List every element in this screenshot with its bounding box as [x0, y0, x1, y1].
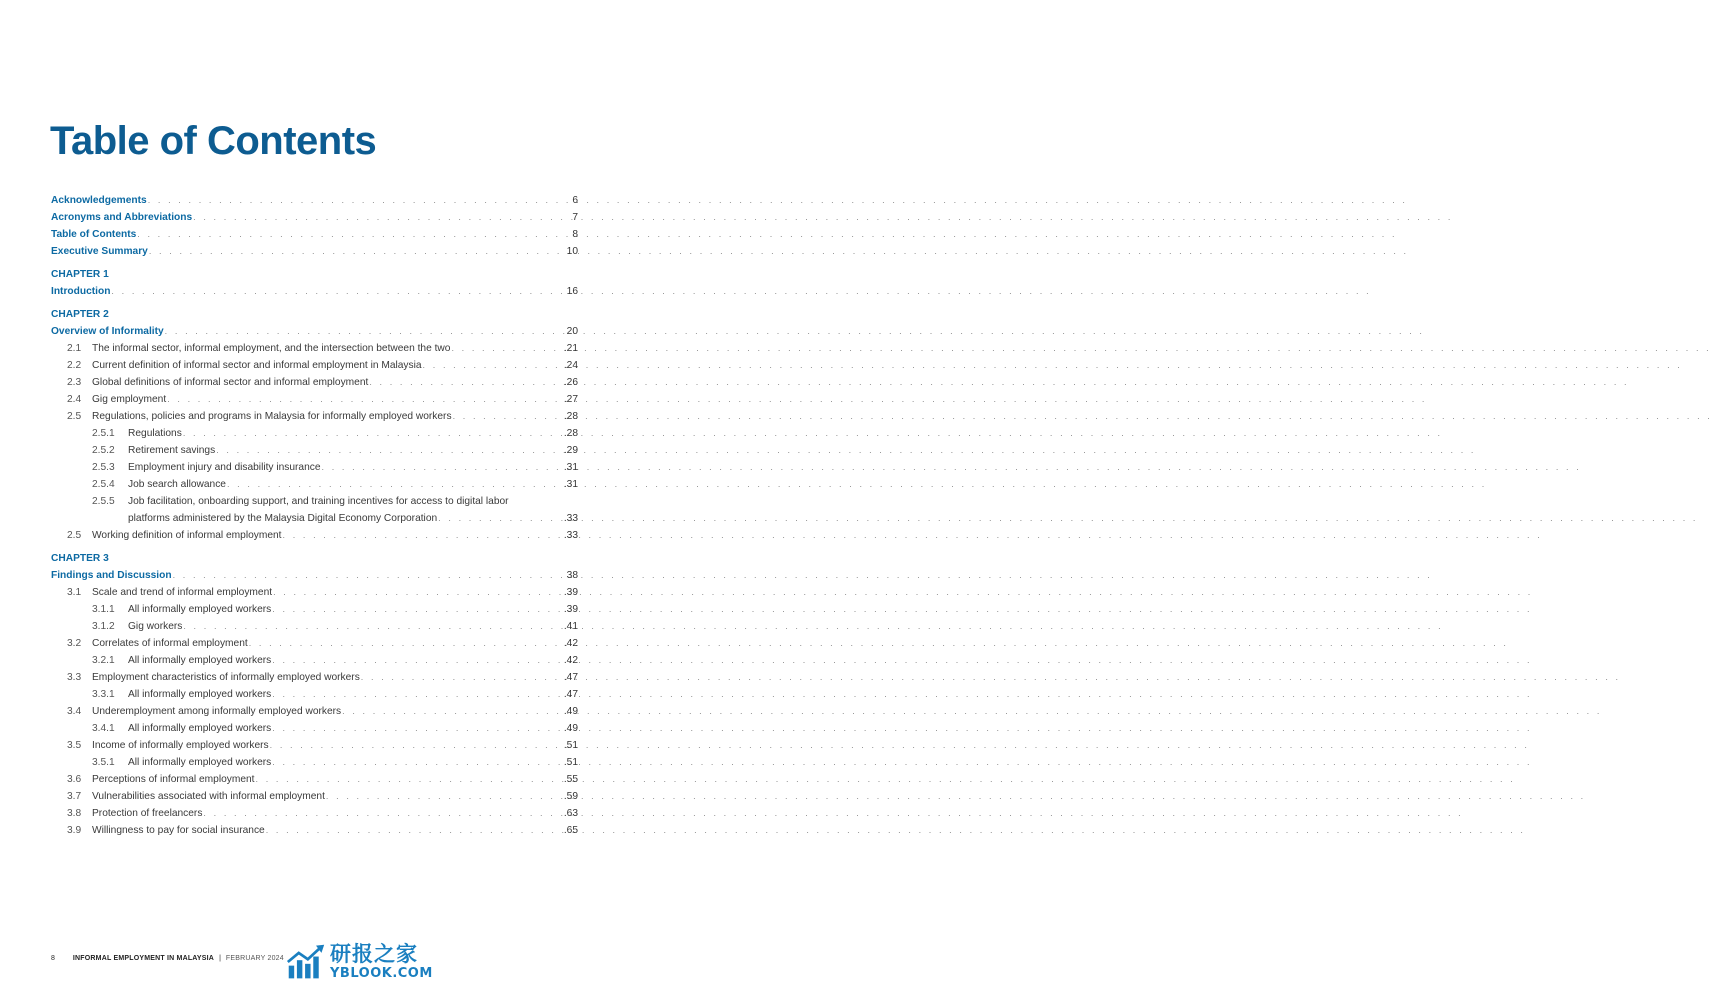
toc-entry-label-continued: platforms administered by the Malaysia Digital Economy Corporation	[128, 513, 438, 524]
toc-entry-table-of-contents[interactable]	[51, 226, 578, 243]
section-number: 3.6	[67, 774, 82, 785]
chapter-heading: CHAPTER 1	[51, 269, 109, 280]
footer-publication-title: INFORMAL EMPLOYMENT IN MALAYSIA	[72, 955, 215, 962]
toc-entry-executive-summary[interactable]	[51, 243, 578, 260]
toc-entry-label: All informally employed workers	[128, 655, 272, 666]
toc-entry-subsection[interactable]	[51, 425, 578, 442]
toc-entry-label: All informally employed workers	[128, 604, 272, 615]
toc-page-number: .47	[563, 672, 578, 683]
section-number: 2.5.1	[92, 428, 115, 439]
toc-entry-chapter-3[interactable]	[51, 567, 578, 584]
toc-page-number: .27	[563, 394, 578, 405]
toc-entry-label: Acknowledgements	[51, 195, 147, 206]
toc-entry-label: Overview of Informality	[51, 326, 164, 337]
dot-leader	[283, 527, 563, 544]
dot-leader	[423, 357, 563, 374]
toc-entry-subsection[interactable]	[51, 618, 578, 635]
toc-entry-label: Job search allowance	[128, 479, 226, 490]
toc-entry-chapter-1[interactable]	[51, 283, 578, 300]
toc-entry-label: Scale and trend of informal employment	[92, 587, 273, 598]
toc-page-number: 6	[572, 195, 578, 206]
toc-page-number: .51	[563, 757, 578, 768]
dot-leader	[137, 226, 571, 243]
dot-leader	[266, 822, 563, 839]
section-number: 2.5	[67, 411, 82, 422]
toc-page-number: .28	[563, 411, 578, 422]
toc-entry-label: Vulnerabilities associated with informal employment	[92, 791, 325, 802]
toc-entry-label: All informally employed workers	[128, 689, 272, 700]
toc-entry-section[interactable]	[51, 408, 578, 425]
dot-leader	[342, 703, 563, 720]
toc-entry-label: Perceptions of informal employment	[92, 774, 255, 785]
toc-entry-label: All informally employed workers	[128, 757, 272, 768]
dot-leader	[272, 601, 563, 618]
toc-page-number: 10	[566, 246, 578, 257]
toc-entry-label: Job facilitation, onboarding support, and training incentives for access to digital labor	[128, 496, 509, 507]
section-number: 3.5.1	[92, 757, 115, 768]
toc-entry-label: Working definition of informal employment	[92, 530, 282, 541]
dot-leader	[369, 374, 563, 391]
toc-entry-section[interactable]	[51, 527, 578, 544]
section-number: 3.2.1	[92, 655, 115, 666]
chapter-heading: CHAPTER 2	[51, 309, 109, 320]
toc-entry-label: Employment injury and disability insurance	[128, 462, 321, 473]
toc-entry-label: Protection of freelancers	[92, 808, 203, 819]
toc-entry-subsection[interactable]	[51, 686, 578, 703]
toc-page-number: 7	[572, 212, 578, 223]
toc-entry-section[interactable]	[51, 703, 578, 720]
section-number: 3.1.1	[92, 604, 115, 615]
toc-entry-section[interactable]	[51, 584, 578, 601]
toc-entry-section[interactable]	[51, 635, 578, 652]
section-number: 3.2	[67, 638, 82, 649]
section-number: 2.5.2	[92, 445, 115, 456]
toc-entry-label: Correlates of informal employment	[92, 638, 248, 649]
chapter-heading: CHAPTER 3	[51, 553, 109, 564]
toc-page-number: 8	[572, 229, 578, 240]
section-number: 2.5.3	[92, 462, 115, 473]
toc-entry-section[interactable]	[51, 340, 578, 357]
table-of-contents	[51, 192, 578, 839]
footer-page-number: 8	[51, 955, 55, 962]
toc-entry-label: Regulations, policies and programs in Malaysia for informally employed workers	[92, 411, 452, 422]
section-number: 3.7	[67, 791, 82, 802]
toc-entry-subsection[interactable]	[51, 720, 578, 737]
dot-leader	[148, 192, 572, 209]
section-number: 3.8	[67, 808, 82, 819]
section-number: 3.1	[67, 587, 82, 598]
toc-entry-section[interactable]	[51, 788, 578, 805]
dot-leader	[272, 652, 563, 669]
toc-entry-section[interactable]	[51, 669, 578, 686]
footer-separator: |	[219, 955, 221, 962]
toc-page-number: .42	[563, 655, 578, 666]
section-number: 2.5.5	[92, 496, 115, 507]
toc-page-number: 16	[566, 286, 578, 297]
section-number: 2.2	[67, 360, 82, 371]
watermark-text-en: YBLOOK.COM	[330, 966, 433, 981]
dot-leader	[111, 283, 565, 300]
toc-page-number: .31	[563, 462, 578, 473]
dot-leader	[256, 771, 563, 788]
toc-entry-subsection[interactable]	[51, 754, 578, 771]
toc-entry-subsection[interactable]	[51, 476, 578, 493]
dot-leader	[326, 788, 563, 805]
toc-page-number: .28	[563, 428, 578, 439]
toc-entry-line-1	[51, 493, 578, 510]
toc-page-number: .65	[563, 825, 578, 836]
toc-page-number: 38	[566, 570, 578, 581]
dot-leader	[165, 323, 566, 340]
dot-leader	[227, 476, 563, 493]
toc-entry-section[interactable]	[51, 822, 578, 839]
toc-page-number: .55	[563, 774, 578, 785]
toc-entry-label: Acronyms and Abbreviations	[51, 212, 193, 223]
toc-entry-label: Willingness to pay for social insurance	[92, 825, 265, 836]
page-footer	[51, 952, 284, 966]
toc-entry-acronyms[interactable]	[51, 209, 578, 226]
dot-leader	[361, 669, 563, 686]
dot-leader	[438, 510, 563, 527]
toc-entry-label: Gig workers	[128, 621, 183, 632]
toc-entry-label: Employment characteristics of informally employed workers	[92, 672, 360, 683]
dot-leader	[453, 408, 563, 425]
dot-leader	[270, 737, 563, 754]
toc-page-number: .49	[563, 706, 578, 717]
toc-entry-subsection[interactable]	[51, 601, 578, 618]
toc-entry-section[interactable]	[51, 771, 578, 788]
toc-page-number: .63	[563, 808, 578, 819]
footer-date: FEBRUARY 2024	[225, 955, 284, 962]
toc-entry-label: Regulations	[128, 428, 182, 439]
section-number: 3.4	[67, 706, 82, 717]
section-number: 2.3	[67, 377, 82, 388]
toc-entry-section[interactable]	[51, 737, 578, 754]
watermark-text-block	[330, 942, 433, 982]
dot-leader	[249, 635, 563, 652]
section-number: 3.4.1	[92, 723, 115, 734]
toc-entry-subsection[interactable]	[51, 652, 578, 669]
toc-page-number: .21	[563, 343, 578, 354]
toc-page-number: .29	[563, 445, 578, 456]
watermark-logo	[286, 940, 433, 984]
toc-entry-chapter-2[interactable]	[51, 323, 578, 340]
toc-page-number: .31	[563, 479, 578, 490]
document-page	[0, 0, 702, 991]
dot-leader	[183, 425, 563, 442]
toc-entry-section[interactable]	[51, 374, 578, 391]
dot-leader	[167, 391, 563, 408]
toc-page-number: .42	[563, 638, 578, 649]
toc-page-number: .49	[563, 723, 578, 734]
dot-leader	[272, 686, 563, 703]
toc-page-number: .39	[563, 604, 578, 615]
toc-page-number: .33	[563, 530, 578, 541]
toc-entry-label: Executive Summary	[51, 246, 148, 257]
toc-entry-acknowledgements[interactable]	[51, 192, 578, 209]
toc-entry-label: Introduction	[51, 286, 111, 297]
section-number: 3.1.2	[92, 621, 115, 632]
toc-page-number: .51	[563, 740, 578, 751]
dot-leader	[322, 459, 563, 476]
watermark-text-cn: 研报之家	[330, 942, 418, 966]
section-number: 2.4	[67, 394, 82, 405]
toc-entry-label: Table of Contents	[51, 229, 137, 240]
page-title: Table of Contents	[50, 119, 377, 163]
toc-entry-label: The informal sector, informal employment, and the intersection between the two	[92, 343, 451, 354]
toc-entry-subsection[interactable]	[51, 493, 578, 527]
toc-entry-label: Current definition of informal sector and informal employment in Malaysia	[92, 360, 422, 371]
section-number: 2.5.4	[92, 479, 115, 490]
toc-entry-label: Gig employment	[92, 394, 167, 405]
section-number: 2.1	[67, 343, 82, 354]
toc-page-number: 20	[566, 326, 578, 337]
toc-page-number: .41	[563, 621, 578, 632]
toc-page-number: .26	[563, 377, 578, 388]
dot-leader	[273, 584, 563, 601]
section-number: 2.5	[67, 530, 82, 541]
toc-page-number: .24	[563, 360, 578, 371]
dot-leader	[193, 209, 571, 226]
toc-entry-label: Retirement savings	[128, 445, 216, 456]
toc-entry-section[interactable]	[51, 391, 578, 408]
toc-entry-section[interactable]	[51, 357, 578, 374]
toc-entry-line-2	[51, 510, 578, 527]
section-number: 3.3.1	[92, 689, 115, 700]
dot-leader	[272, 720, 563, 737]
toc-page-number: .59	[563, 791, 578, 802]
toc-entry-label: Income of informally employed workers	[92, 740, 269, 751]
toc-entry-section[interactable]	[51, 805, 578, 822]
toc-entry-label: All informally employed workers	[128, 723, 272, 734]
section-number: 3.3	[67, 672, 82, 683]
toc-entry-label: Underemployment among informally employed workers	[92, 706, 342, 717]
toc-page-number: .33	[563, 513, 578, 524]
dot-leader	[173, 567, 566, 584]
toc-entry-subsection[interactable]	[51, 442, 578, 459]
chart-arrow-logo-icon	[286, 943, 326, 981]
toc-page-number: .47	[563, 689, 578, 700]
dot-leader	[149, 243, 566, 260]
toc-entry-label: Findings and Discussion	[51, 570, 172, 581]
section-number: 3.9	[67, 825, 82, 836]
toc-entry-subsection[interactable]	[51, 459, 578, 476]
section-number: 3.5	[67, 740, 82, 751]
dot-leader	[203, 805, 562, 822]
dot-leader	[183, 618, 562, 635]
dot-leader	[216, 442, 563, 459]
dot-leader	[272, 754, 563, 771]
toc-entry-label: Global definitions of informal sector and informal employment	[92, 377, 369, 388]
toc-page-number: .39	[563, 587, 578, 598]
dot-leader	[451, 340, 562, 357]
